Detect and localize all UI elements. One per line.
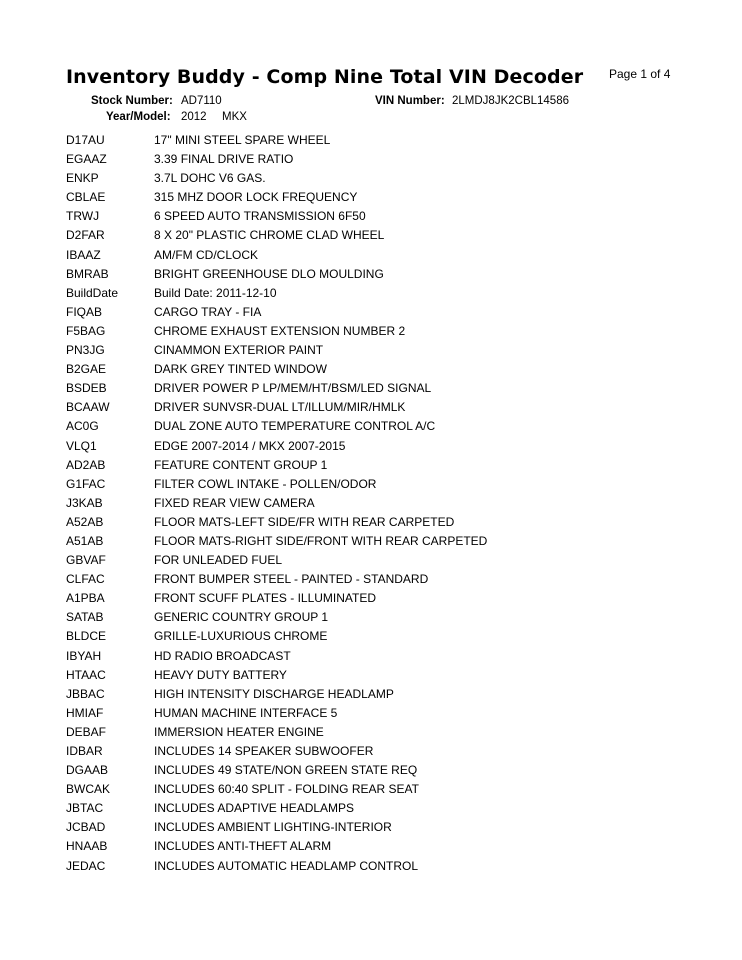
option-code: GBVAF [66,553,106,568]
option-description: CINAMMON EXTERIOR PAINT [154,343,324,358]
option-description: CARGO TRAY - FIA [154,304,262,319]
option-row [66,398,686,417]
option-description: INCLUDES 14 SPEAKER SUBWOOFER [154,744,374,758]
option-code: JCBAD [66,820,106,835]
option-row [66,837,686,856]
option-description: 3.39 FINAL DRIVE RATIO [154,152,294,167]
option-code: A52AB [66,514,104,529]
option-row [66,723,686,742]
model-value: MKX [222,111,247,123]
option-description: HEAVY DUTY BATTERY [154,667,287,682]
option-description: 3.7L DOHC V6 GAS. [154,171,266,186]
option-description: INCLUDES ANTI-THEFT ALARM [154,839,332,854]
option-code: F5BAG [66,323,106,338]
option-row [66,207,686,226]
option-row [66,322,686,341]
option-description: AM/FM CD/CLOCK [154,247,259,262]
option-code: BSDEB [66,381,107,396]
option-description: INCLUDES 60:40 SPLIT - FOLDING REAR SEAT [154,782,419,797]
option-row [66,475,686,494]
option-row [66,742,686,761]
option-row [66,150,686,169]
option-row [66,494,686,513]
option-row [66,284,686,303]
option-code: BCAAW [66,400,110,415]
option-description: Build Date: 2011-12-10 [154,285,277,300]
option-code: B2GAE [66,362,107,377]
option-code: IBYAH [66,648,102,663]
option-row [66,666,686,685]
option-code: DEBAF [66,724,107,739]
stock-number-label: Stock Number: [91,95,173,107]
option-row [66,341,686,360]
option-description: FILTER COWL INTAKE - POLLEN/ODOR [154,476,377,491]
option-row [66,265,686,284]
option-code: TRWJ [66,209,100,224]
option-code: JBTAC [66,801,104,816]
option-description: 6 SPEED AUTO TRANSMISSION 6F50 [154,209,366,224]
option-description: DRIVER SUNVSR-DUAL LT/ILLUM/MIR/HMLK [154,400,406,415]
option-code: HMIAF [66,705,104,720]
option-code: A1PBA [66,591,105,606]
option-row [66,608,686,627]
option-code: HTAAC [66,667,106,682]
option-description: HIGH INTENSITY DISCHARGE HEADLAMP [154,686,394,701]
option-row [66,647,686,666]
option-code: BuildDate [66,285,119,300]
option-row [66,570,686,589]
option-row [66,379,686,398]
option-row [66,456,686,475]
option-code: HNAAB [66,839,108,854]
option-code: IDBAR [66,744,103,758]
option-code: A51AB [66,533,104,548]
option-row [66,169,686,188]
option-code: EGAAZ [66,152,107,167]
option-description: FOR UNLEADED FUEL [154,553,283,568]
option-row [66,857,686,876]
option-row [66,818,686,837]
option-description: FEATURE CONTENT GROUP 1 [154,457,328,472]
vin-number-value: 2LMDJ8JK2CBL14586 [452,95,569,107]
option-description: HUMAN MACHINE INTERFACE 5 [154,705,338,720]
option-row [66,188,686,207]
option-code: IBAAZ [66,247,101,262]
option-row [66,360,686,379]
option-code: G1FAC [66,476,106,491]
option-row [66,685,686,704]
option-row [66,303,686,322]
option-description: HD RADIO BROADCAST [154,648,291,663]
option-row [66,799,686,818]
option-code: DGAAB [66,763,109,778]
option-description: 315 MHZ DOOR LOCK FREQUENCY [154,190,358,205]
option-description: 17" MINI STEEL SPARE WHEEL [154,133,331,147]
option-description: INCLUDES AUTOMATIC HEADLAMP CONTROL [154,858,419,873]
option-code-list [66,131,686,876]
option-description: INCLUDES ADAPTIVE HEADLAMPS [154,801,355,816]
option-row [66,627,686,646]
option-code: VLQ1 [66,438,97,453]
option-row [66,551,686,570]
option-code: CBLAE [66,190,106,205]
option-description: FRONT BUMPER STEEL - PAINTED - STANDARD [154,572,429,587]
stock-number-value: AD7110 [181,95,222,107]
option-description: INCLUDES AMBIENT LIGHTING-INTERIOR [154,820,392,835]
option-code: BWCAK [66,782,111,797]
option-description: FIXED REAR VIEW CAMERA [154,495,315,510]
option-row [66,417,686,436]
year-value: 2012 [181,111,207,123]
option-row [66,437,686,456]
option-code: D17AU [66,133,105,147]
option-row [66,780,686,799]
option-row [66,704,686,723]
option-description: BRIGHT GREENHOUSE DLO MOULDING [154,266,384,281]
option-description: FLOOR MATS-RIGHT SIDE/FRONT WITH REAR CARPETED [154,533,488,548]
document-title: Inventory Buddy - Comp Nine Total VIN Decoder [66,66,584,88]
option-code: BMRAB [66,266,109,281]
option-code: SATAB [66,610,104,625]
option-description: EDGE 2007-2014 / MKX 2007-2015 [154,438,346,453]
option-description: 8 X 20" PLASTIC CHROME CLAD WHEEL [154,228,385,243]
page-number: Page 1 of 4 [609,67,671,81]
option-code: AC0G [66,419,99,434]
option-description: INCLUDES 49 STATE/NON GREEN STATE REQ [154,763,418,778]
option-description: FRONT SCUFF PLATES - ILLUMINATED [154,591,377,606]
option-code: PN3JG [66,343,105,358]
option-code: J3KAB [66,495,103,510]
option-description: DARK GREY TINTED WINDOW [154,362,327,377]
option-description: FLOOR MATS-LEFT SIDE/FR WITH REAR CARPETED [154,514,455,529]
option-code: JEDAC [66,858,106,873]
option-code: BLDCE [66,629,107,644]
option-row [66,246,686,265]
year-model-label: Year/Model: [106,111,171,123]
option-description: CHROME EXHAUST EXTENSION NUMBER 2 [154,323,406,338]
option-row [66,532,686,551]
option-description: GENERIC COUNTRY GROUP 1 [154,610,329,625]
option-code: FIQAB [66,304,103,319]
option-description: DUAL ZONE AUTO TEMPERATURE CONTROL A/C [154,419,436,434]
option-code: JBBAC [66,686,105,701]
option-row [66,589,686,608]
option-row [66,513,686,532]
option-description: IMMERSION HEATER ENGINE [154,724,324,739]
option-code: ENKP [66,171,99,186]
option-description: GRILLE-LUXURIOUS CHROME [154,629,328,644]
option-code: D2FAR [66,228,105,243]
vin-number-label: VIN Number: [375,95,445,107]
option-description: DRIVER POWER P LP/MEM/HT/BSM/LED SIGNAL [154,381,432,396]
option-row [66,761,686,780]
option-row [66,131,686,150]
option-code: AD2AB [66,457,106,472]
option-code: CLFAC [66,572,105,587]
option-row [66,226,686,245]
